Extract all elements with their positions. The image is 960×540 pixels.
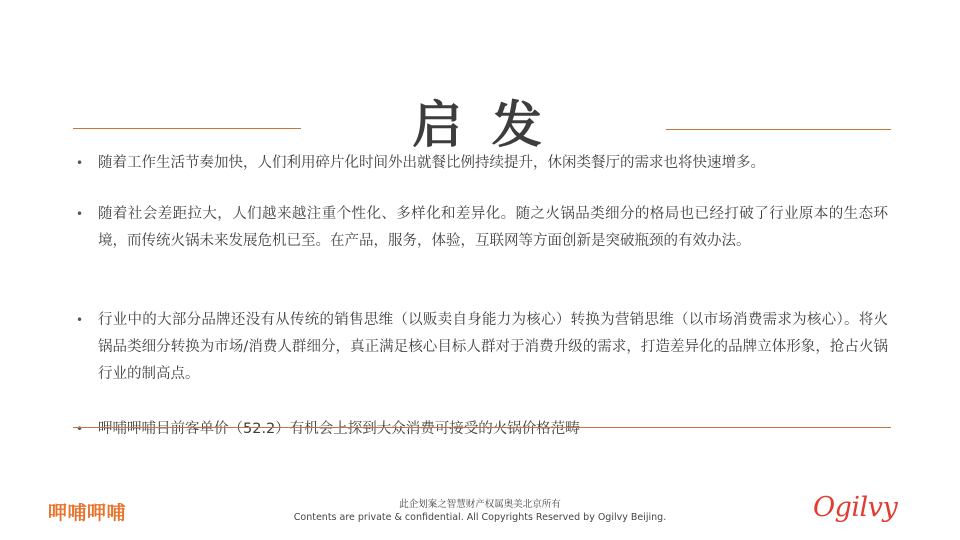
bullet-text: 随着社会差距拉大，人们越来越注重个性化、多样化和差异化。随之火锅品类细分的格局也已经打破了行业原本的生态环境，而传统火锅未来发展危机已至。在产品，服务，体验，互联网等方面创新是突破瓶颈的有效办法。 <box>98 206 888 249</box>
bullet-item <box>76 150 888 177</box>
bullet-marker: • <box>76 313 84 327</box>
bullet-text: 随着工作生活节奏加快，人们利用碎片化时间外出就餐比例持续提升，休闲类餐厅的需求也将快速增多。 <box>98 155 765 171</box>
copyright-line-en: Contents are private & confidential. All Copyrights Reserved by Ogilvy Beijing. <box>293 512 667 523</box>
bullet-text: 呷哺呷哺目前客单价（52.2）有机会上探到大众消费可接受的火锅价格范畴 <box>98 421 580 437</box>
bullet-text: 行业中的大部分品牌还没有从传统的销售思维（以贩卖自身能力为核心）转换为营销思维（以市场消费需求为核心）。将火锅品类细分转换为市场/消费人群细分，真正满足核心目标人群对于消费升级的需求，打造差异化的品牌立体形象，抢占火锅行业的制高点。 <box>98 312 888 382</box>
bullet-marker: • <box>76 422 84 436</box>
bullet-marker: • <box>76 207 84 221</box>
title-divider-right <box>666 129 891 130</box>
bullet-item <box>76 307 888 388</box>
ogilvy-logo: Ogilvy <box>813 492 898 523</box>
slide-title: 启 发 <box>412 96 548 154</box>
bullet-item <box>76 201 888 255</box>
bottom-divider <box>73 427 891 428</box>
copyright-notice <box>280 498 680 524</box>
copyright-line-cn: 此企划案之智慧财产权属奥美北京所有 <box>399 499 561 510</box>
xiabu-logo: 呷哺呷哺 <box>48 502 127 524</box>
bullet-marker: • <box>76 156 84 170</box>
bullet-item <box>76 416 888 443</box>
